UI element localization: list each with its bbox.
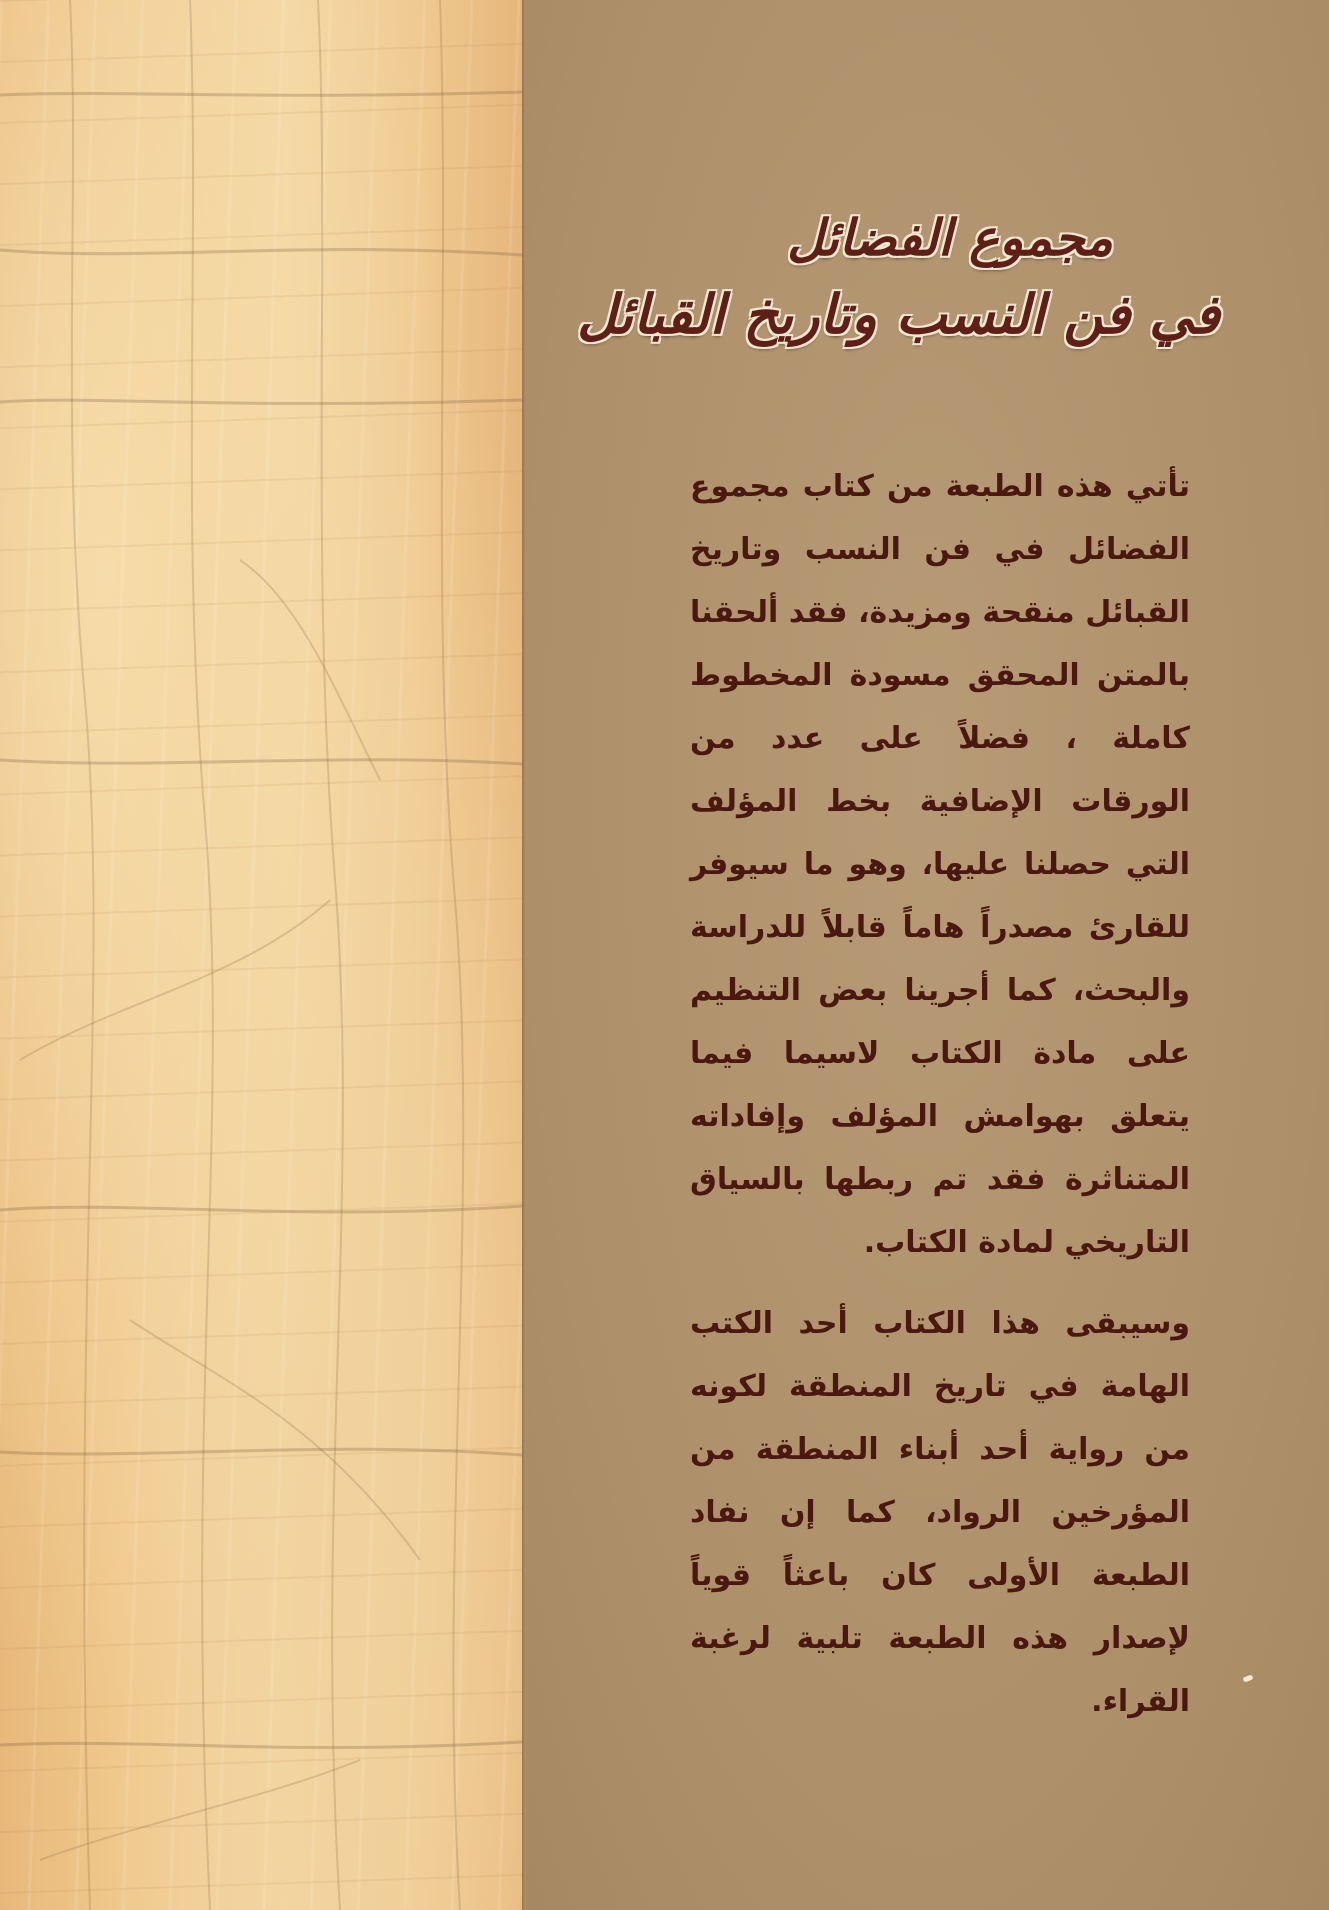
description-paragraph-1: تأتي هذه الطبعة من كتاب مجموع الفضائل في فن النسب وتاريخ القبائل منقحة ومزيدة، فقد ألحقنا بالمتن المحقق مسودة المخطوط كاملة ، فضلاً على عدد من الورقات الإضافية بخط المؤلف التي حصلنا عليها، وهو ما سيوفر للقارئ مصدراً هاماً قابلاً للدراسة والبحث، كما أجرينا بعض التنظيم على مادة الكتاب لاسيما فيما يتعلق بهوامش المؤلف وإفاداته المتناثرة فقد تم ربطها بالسياق التاريخي لمادة الكتاب. <box>690 469 1190 1260</box>
book-title-line-1: مجموع الفضائل <box>787 208 1113 267</box>
book-description <box>690 455 1190 1733</box>
papyrus-fibers-decoration <box>0 0 522 1910</box>
book-title <box>577 200 1220 370</box>
book-title-line-2: في فن النسب وتاريخ القبائل <box>577 282 1220 346</box>
description-paragraph-2: وسيبقى هذا الكتاب أحد الكتب الهامة في تاريخ المنطقة لكونه من رواية أحد أبناء المنطقة من المؤرخين الرواد، كما إن نفاد الطبعة الأولى كان باعثاً قوياً لإصدار هذه الطبعة تلبية لرغبة القراء. <box>690 1306 1190 1719</box>
